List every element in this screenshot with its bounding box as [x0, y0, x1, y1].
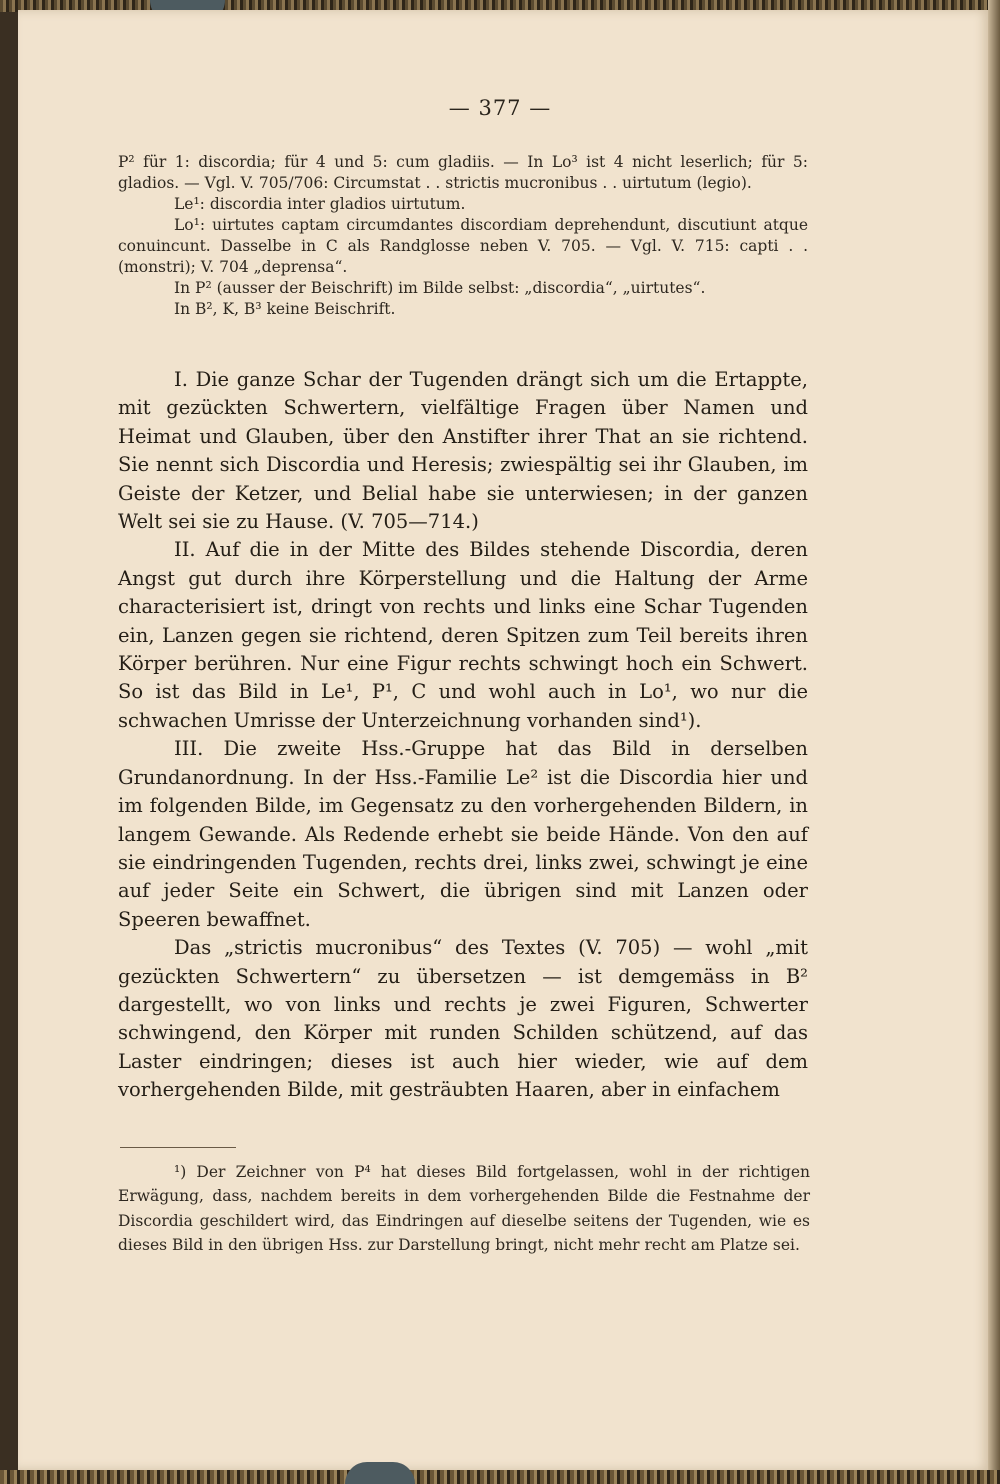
- note-line: Lo¹: uirtutes captam circumdantes discordiam deprehendunt, discutiunt atque conuincunt. Dasselbe in C als Randglosse neben V. 705. — Vgl. V. 715: capti . . (monstri); V. 704 „deprensa“.: [118, 216, 808, 276]
- footnote-text: ¹) Der Zeichner von P⁴ hat dieses Bild fortgelassen, wohl in der richtigen Erwägung, dass, nachdem bereits in dem vorhergehenden Bilde die Festnahme der Discordia geschildert wird, das Eindringen auf dieselbe seitens der Tugenden, wie es dieses Bild in den übrigen Hss. zur Darstellung bringt, nicht mehr recht am Platze sei.: [118, 1163, 810, 1255]
- paragraph-2: II. Auf die in der Mitte des Bildes stehende Discordia, deren Angst gut durch ihre Körperstellung und die Haltung der Arme characterisiert ist, dringt von rechts und links eine Schar Tugenden ein, Lanzen gegen sie richtend, deren Spitzen zum Teil bereits ihren Körper berühren. Nur eine Figur rechts schwingt hoch ein Schwert. So ist das Bild in Le¹, P¹, C und wohl auch in Lo¹, wo nur die schwachen Umrisse der Unterzeichnung vorhanden sind¹).: [118, 538, 808, 732]
- note-line: Le¹: discordia inter gladios uirtutum.: [174, 195, 466, 213]
- note-line: In P² (ausser der Beischrift) im Bilde selbst: „discordia“, „uirtutes“.: [174, 279, 706, 297]
- footnote-divider: [120, 1147, 236, 1148]
- page-number: — 377 —: [448, 96, 552, 120]
- paragraph-4: Das „strictis mucronibus“ des Textes (V. 705) — wohl „mit gezückten Schwertern“ zu übersetzen — ist demgemäss in B² dargestellt, wo von links und rechts je zwei Figuren, Schwerter schwingend, den Körper mit runden Schilden schützend, auf das Laster eindringen; dieses ist auch hier wieder, wie auf dem vorhergehenden Bilde, mit gesträubten Haaren, aber in einfachem: [118, 936, 808, 1102]
- paragraph-3: III. Die zweite Hss.-Gruppe hat das Bild in derselben Grundanordnung. In der Hss.-Familie Le² ist die Discordia hier und im folgenden Bilde, im Gegensatz zu den vorhergehenden Bildern, in langem Gewande. Als Redende erhebt sie beide Hände. Von den auf sie eindringenden Tugenden, rechts drei, links zwei, schwingt je eine auf jeder Seite ein Schwert, die übrigen sind mit Lanzen oder Speeren bewaffnet.: [118, 737, 808, 931]
- footnote: [118, 1160, 810, 1258]
- note-line: P² für 1: discordia; für 4 und 5: cum gladiis. — In Lo³ ist 4 nicht leserlich; für 5: gladios. — Vgl. V. 705/706: Circumstat . . strictis mucronibus . . uirtutum (legio).: [118, 153, 808, 192]
- apparatus-notes: [118, 152, 808, 320]
- bookmark-ribbon-bottom: [345, 1462, 415, 1484]
- book-bottom-edge: [0, 1470, 1000, 1484]
- body-text: [118, 366, 808, 1105]
- note-line: In B², K, B³ keine Beischrift.: [174, 300, 396, 318]
- paragraph-1: I. Die ganze Schar der Tugenden drängt sich um die Ertappte, mit gezückten Schwertern, vielfältige Fragen über Namen und Heimat und Glauben, über den Anstifter ihrer That an sie richtend. Sie nennt sich Discordia und Heresis; zwiespältig sei ihr Glauben, im Geiste der Ketzer, und Belial habe sie unterwiesen; in der ganzen Welt sei sie zu Hause. (V. 705—714.): [118, 368, 808, 534]
- page-fore-edge: [988, 0, 1000, 1484]
